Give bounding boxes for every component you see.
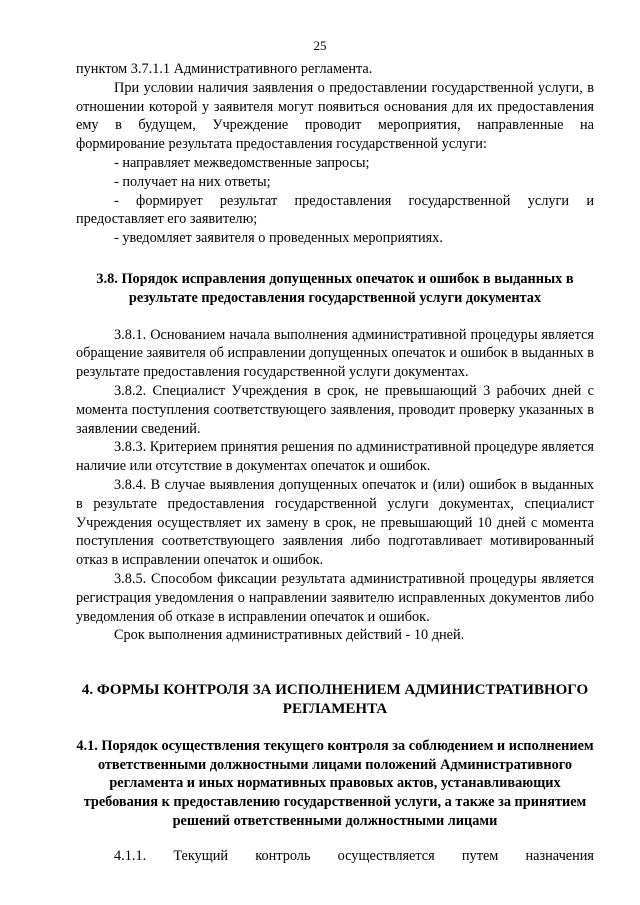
paragraph-deadline: Срок выполнения административных действий - 10 дней. <box>114 627 465 644</box>
paragraph-4-1-1: 4.1.1. Текущий контроль осуществляется путем назначения <box>114 847 594 864</box>
paragraph-3-8-5: 3.8.5. Способом фиксации результата административной процедуры является регистрация уведомления о направлении заявителю исправленных документов либо уведомления об отказе в исправлении опечаток и ошибок. <box>76 570 594 625</box>
list-item: - получает на них ответы; <box>114 173 271 190</box>
paragraph-3-8-1: 3.8.1. Основанием начала выполнения административной процедуры является обращение заявителя об исправлении допущенных опечаток и ошибок в выданных в результате предоставления государственной услуги документах. <box>76 326 594 381</box>
list-item: - направляет межведомственные запросы; <box>114 154 370 171</box>
list-item: - уведомляет заявителя о проведенных мероприятиях. <box>114 230 443 247</box>
paragraph-3-8-4: 3.8.4. В случае выявления допущенных опечаток и (или) ошибок в выданных в результате предоставления государственной услуги документах, специалист Учреждения осуществляет их замену в срок, не превышающий 10 дней с момента поступления соответствующего заявления либо подготавливает мотивированный отказ в исправлении опечаток и ошибок. <box>76 476 594 569</box>
section-heading-4: 4. ФОРМЫ КОНТРОЛЯ ЗА ИСПОЛНЕНИЕМ АДМИНИСТРАТИВНОГО РЕГЛАМЕНТА <box>81 682 589 717</box>
paragraph: пунктом 3.7.1.1 Административного регламента. <box>76 61 373 77</box>
document-page <box>76 60 594 865</box>
paragraph-3-8-2: 3.8.2. Специалист Учреждения в срок, не превышающий 3 рабочих дней с момента поступления соответствующего заявления, проводит проверку указанных в заявлении сведений. <box>76 382 594 437</box>
section-heading-4-1: 4.1. Порядок осуществления текущего контроля за соблюдением и исполнением ответственными должностными лицами положений Административного регламента и иных нормативных правовых актов, устанавливающих требования к предоставлению государственной услуги, а также за принятием решений ответственными должностными лицами <box>76 737 594 829</box>
page-number: 25 <box>313 38 327 53</box>
paragraph-3-8-3: 3.8.3. Критерием принятия решения по административной процедуре является наличие или отсутствие в документах опечаток и ошибок. <box>76 439 594 475</box>
list-item: - формирует результат предоставления государственной услуги и предоставляет его заявителю; <box>76 192 594 228</box>
section-heading-3-8: 3.8. Порядок исправления допущенных опечаток и ошибок в выданных в результате предоставления государственной услуги документах <box>96 270 574 306</box>
paragraph: При условии наличия заявления о предоставлении государственной услуги, в отношении которой у заявителя могут появиться основания для их предоставления ему в будущем, Учреждение проводит мероприятия, направленные на формирование результата предоставления государственной услуги: <box>76 79 594 153</box>
